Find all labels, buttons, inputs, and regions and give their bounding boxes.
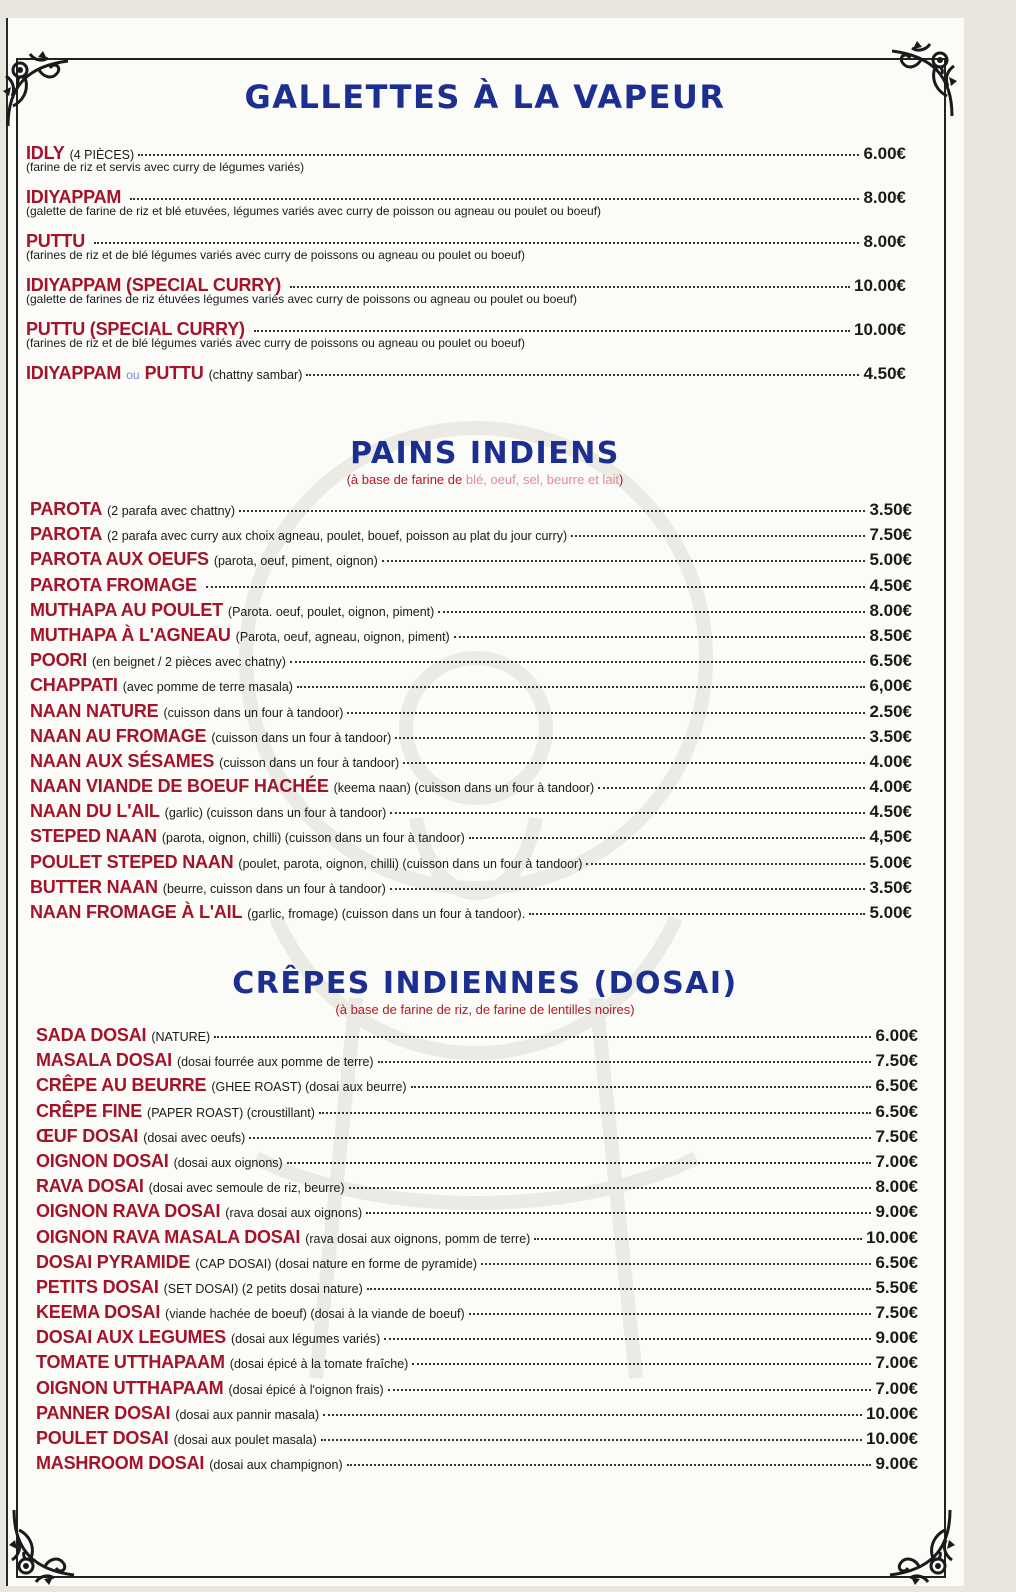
item-price: 4.50€ xyxy=(863,364,906,383)
item-price: 4.50€ xyxy=(869,802,912,822)
item-price: 7.50€ xyxy=(869,525,912,545)
dot-leader xyxy=(347,1464,872,1466)
item-name: CRÊPE AU BEURRE xyxy=(36,1075,207,1096)
menu-list-pains xyxy=(30,500,912,928)
item-name: OIGNON DOSAI xyxy=(36,1150,169,1171)
item-desc: (cuisson dans un four à tandoor) xyxy=(211,730,392,745)
dot-leader xyxy=(382,560,866,562)
dot-leader xyxy=(130,198,859,200)
item-price: 5.00€ xyxy=(869,903,912,922)
item-desc: (4 PIÈCES) xyxy=(69,148,135,162)
item-name: OIGNON UTTHAPAAM xyxy=(36,1377,224,1398)
item-price: 8.50€ xyxy=(869,625,912,645)
item-price: 10.00€ xyxy=(866,1227,918,1247)
menu-item xyxy=(36,1026,918,1051)
dot-leader xyxy=(586,863,865,865)
dot-leader xyxy=(321,1439,862,1441)
item-desc: (parota, oignon, chilli) (cuisson dans un four à tandoor) xyxy=(161,831,465,846)
menu-item xyxy=(30,651,912,676)
dot-leader xyxy=(571,535,865,537)
dot-leader xyxy=(390,812,865,814)
item-desc: (parota, oeuf, piment, oignon) xyxy=(213,554,378,569)
item-price: 7.50€ xyxy=(875,1126,918,1146)
item-name: NAAN FROMAGE À L'AIL xyxy=(30,902,243,922)
item-desc: (dosai aux légumes variés) xyxy=(230,1332,381,1347)
menu-item xyxy=(36,1228,918,1253)
item-name: PANNER DOSAI xyxy=(36,1402,171,1423)
menu-item xyxy=(36,1076,918,1101)
menu-item xyxy=(30,752,912,777)
menu-item xyxy=(36,1454,918,1479)
item-name: IDIYAPPAM xyxy=(26,363,122,383)
item-desc: (dosai aux pannir masala) xyxy=(175,1407,320,1422)
item-price: 4,50€ xyxy=(869,827,912,847)
item-price: 8.00€ xyxy=(863,188,906,207)
section-title-crepes: CRÊPES INDIENNES (DOSAI) xyxy=(232,966,738,1001)
menu-item xyxy=(36,1404,918,1429)
item-desc: (avec pomme de terre masala) xyxy=(122,680,293,695)
dot-leader xyxy=(412,1363,871,1365)
item-name: STEPED NAAN xyxy=(30,826,157,847)
menu-item xyxy=(36,1278,918,1303)
item-price: 2.50€ xyxy=(869,701,912,721)
item-name: MASALA DOSAI xyxy=(36,1050,172,1071)
dot-leader xyxy=(254,330,850,332)
item-desc: (cuisson dans un four à tandoor) xyxy=(163,705,344,720)
subtitle-part: ) xyxy=(619,472,624,487)
item-subdesc: (galette de farine de riz et blé etuvées, légumes variés avec curry de poisson ou agneau ou poulet ou boeuf) xyxy=(26,204,602,218)
dot-leader xyxy=(438,611,865,613)
item-desc: (PAPER ROAST) (croustillant) xyxy=(147,1105,315,1120)
item-desc: (dosai aux oignons) xyxy=(173,1155,283,1170)
menu-item xyxy=(36,1303,918,1328)
item-name: IDLY xyxy=(26,143,65,163)
item-desc: (GHEE ROAST) (dosai aux beurre) xyxy=(211,1080,407,1095)
dot-leader xyxy=(323,1414,862,1416)
section-title-pains: PAINS INDIENS xyxy=(350,436,620,471)
item-name: NAAN NATURE xyxy=(30,700,159,721)
menu-item xyxy=(36,1429,918,1454)
item-name: POULET STEPED NAAN xyxy=(30,851,234,872)
item-name: ŒUF DOSAI xyxy=(36,1125,139,1146)
item-name: POULET DOSAI xyxy=(36,1428,169,1448)
item-name: MUTHAPA À L'AGNEAU xyxy=(30,624,231,645)
item-price: 8.00€ xyxy=(869,600,912,620)
item-desc: (dosai épicé à l'oignon frais) xyxy=(228,1382,384,1397)
item-or: ou xyxy=(126,368,140,382)
dot-leader xyxy=(138,154,859,156)
item-name: CHAPPATI xyxy=(30,675,118,696)
item-desc: (cuisson dans un four à tandoor) xyxy=(219,755,400,770)
item-name: TOMATE UTTHAPAAM xyxy=(36,1352,225,1373)
item-name: RAVA DOSAI xyxy=(36,1176,144,1197)
item-name: OIGNON RAVA DOSAI xyxy=(36,1201,221,1222)
menu-item xyxy=(26,276,906,320)
item-name: PUTTU xyxy=(144,363,204,383)
item-price: 6.50€ xyxy=(875,1101,918,1121)
menu-page xyxy=(6,18,964,1586)
dot-leader xyxy=(214,1036,871,1038)
dot-leader xyxy=(290,661,866,663)
dot-leader xyxy=(249,1137,871,1139)
menu-item xyxy=(36,1177,918,1202)
dot-leader xyxy=(469,837,866,839)
item-name: IDIYAPPAM (SPECIAL CURRY) xyxy=(26,275,282,295)
menu-item xyxy=(30,500,912,525)
item-price: 7.00€ xyxy=(875,1151,918,1171)
item-desc: (dosai épicé à la tomate fraîche) xyxy=(229,1357,409,1372)
menu-item xyxy=(26,144,906,188)
menu-item xyxy=(36,1152,918,1177)
item-price: 8.00€ xyxy=(863,232,906,251)
item-name: PAROTA AUX OEUFS xyxy=(30,549,209,570)
item-desc: (rava dosai aux oignons, pomm de terre) xyxy=(305,1231,531,1246)
item-name: PAROTA FROMAGE xyxy=(30,574,197,595)
item-subdesc: (farines de riz et de blé légumes variés avec curry de poissons ou agneau ou poulet ou boeuf) xyxy=(26,336,525,350)
item-name: POORI xyxy=(30,650,88,671)
item-subdesc: (farine de riz et servis avec curry de légumes variés) xyxy=(26,160,305,174)
item-desc: (Parota, oeuf, agneau, oignon, piment) xyxy=(235,629,450,644)
item-desc: (garlic, fromage) (cuisson dans un four à tandoor). xyxy=(247,907,526,921)
item-name: DOSAI PYRAMIDE xyxy=(36,1251,191,1272)
item-name: KEEMA DOSAI xyxy=(36,1302,161,1323)
menu-item xyxy=(36,1353,918,1378)
menu-item xyxy=(30,903,912,928)
menu-item xyxy=(30,777,912,802)
menu-item xyxy=(30,676,912,701)
menu-item xyxy=(36,1202,918,1227)
item-desc: (dosai avec semoule de riz, beurre) xyxy=(148,1181,345,1196)
dot-leader xyxy=(94,242,859,244)
menu-list-galettes xyxy=(26,144,906,390)
item-price: 10.00€ xyxy=(854,276,906,295)
item-name: DOSAI AUX LEGUMES xyxy=(36,1327,226,1348)
item-price: 3.50€ xyxy=(869,726,912,746)
item-name: OIGNON RAVA MASALA DOSAI xyxy=(36,1226,301,1247)
dot-leader xyxy=(349,1187,872,1189)
dot-leader xyxy=(319,1112,872,1114)
item-price: 6.00€ xyxy=(863,144,906,163)
item-price: 5.00€ xyxy=(869,550,912,570)
dot-leader xyxy=(529,913,865,915)
menu-item xyxy=(36,1051,918,1076)
menu-list-crepes xyxy=(36,1026,918,1479)
dot-leader xyxy=(378,1061,872,1063)
dot-leader xyxy=(347,712,865,714)
item-price: 6,00€ xyxy=(869,676,912,696)
item-price: 7.00€ xyxy=(875,1353,918,1373)
item-name: PUTTU (SPECIAL CURRY) xyxy=(26,319,245,339)
item-price: 6.50€ xyxy=(869,651,912,671)
menu-item xyxy=(30,525,912,550)
subtitle-part: (à base de farine de xyxy=(346,472,466,487)
section-title-galettes: GALLETTES À LA VAPEUR xyxy=(244,78,726,116)
menu-item xyxy=(36,1328,918,1353)
dot-leader xyxy=(290,286,850,288)
dot-leader xyxy=(390,888,866,890)
dot-leader xyxy=(534,1238,862,1240)
item-desc: (dosai fourrée aux pomme de terre) xyxy=(176,1055,374,1070)
menu-item xyxy=(30,626,912,651)
item-desc: (rava dosai aux oignons) xyxy=(225,1206,363,1221)
item-price: 4.00€ xyxy=(869,777,912,797)
item-desc: (poulet, parota, oignon, chilli) (cuisson dans un four à tandoor) xyxy=(238,856,583,871)
dot-leader xyxy=(481,1263,871,1265)
dot-leader xyxy=(206,586,866,588)
item-price: 4.00€ xyxy=(869,751,912,771)
item-price: 6.50€ xyxy=(875,1252,918,1272)
item-name: IDIYAPPAM xyxy=(26,187,122,207)
item-price: 7.50€ xyxy=(875,1051,918,1071)
menu-item xyxy=(30,827,912,852)
section-subtitle-pains xyxy=(6,472,964,487)
menu-item xyxy=(30,601,912,626)
menu-item xyxy=(30,550,912,575)
item-name: NAAN AUX SÉSAMES xyxy=(30,750,215,771)
item-desc: (2 parafa avec curry aux choix agneau, poulet, bouef, poisson au plat du jour curry) xyxy=(107,529,568,544)
section-subtitle-crepes: (à base de farine de riz, de farine de lentilles noires) xyxy=(335,1002,635,1017)
item-name: MASHROOM DOSAI xyxy=(36,1453,205,1474)
item-price: 3.50€ xyxy=(869,877,912,897)
item-subdesc: (galette de farines de riz étuvées légumes variés avec curry de poissons ou agneau ou poulet ou boeuf) xyxy=(26,292,578,306)
dot-leader xyxy=(469,1313,872,1315)
dot-leader xyxy=(366,1212,871,1214)
item-price: 6.50€ xyxy=(875,1076,918,1096)
item-name: PAROTA xyxy=(30,499,103,519)
menu-item xyxy=(30,576,912,601)
item-name: PETITS DOSAI xyxy=(36,1276,159,1297)
ornamental-scroll-icon xyxy=(4,1500,94,1590)
dot-leader xyxy=(411,1086,872,1088)
item-desc: (beurre, cuisson dans un four à tandoor) xyxy=(162,881,386,896)
item-desc: (NATURE) xyxy=(151,1030,211,1044)
dot-leader xyxy=(395,737,865,739)
item-desc: (en beignet / 2 pièces avec chatny) xyxy=(92,655,286,670)
ornamental-scroll-icon xyxy=(870,1500,960,1590)
menu-item xyxy=(26,188,906,232)
item-desc: (chattny sambar) xyxy=(208,368,303,382)
menu-item xyxy=(36,1127,918,1152)
item-desc: (dosai avec oeufs) xyxy=(143,1130,246,1145)
menu-item xyxy=(26,320,906,364)
item-name: BUTTER NAAN xyxy=(30,876,158,897)
menu-item xyxy=(30,702,912,727)
item-price: 10.00€ xyxy=(854,320,906,339)
item-name: NAAN AU FROMAGE xyxy=(30,725,207,746)
item-desc: (dosai aux poulet masala) xyxy=(173,1433,317,1447)
dot-leader xyxy=(367,1288,872,1290)
item-price: 9.00€ xyxy=(875,1328,918,1348)
item-subdesc: (farines de riz et de blé légumes variés avec curry de poissons ou agneau ou poulet ou boeuf) xyxy=(26,248,525,262)
item-price: 5.00€ xyxy=(869,852,912,872)
item-name: MUTHAPA AU POULET xyxy=(30,599,223,620)
dot-leader xyxy=(297,686,866,688)
item-price: 4.50€ xyxy=(869,575,912,595)
item-name: NAAN DU L'AIL xyxy=(30,801,160,822)
item-price: 3.50€ xyxy=(869,500,912,519)
menu-item xyxy=(30,802,912,827)
item-desc: (garlic) (cuisson dans un four à tandoor) xyxy=(164,806,387,821)
item-name: NAAN VIANDE DE BOEUF HACHÉE xyxy=(30,776,329,797)
item-desc: (SET DOSAI) (2 petits dosai nature) xyxy=(163,1281,363,1296)
item-desc: (Parota. oeuf, poulet, oignon, piment) xyxy=(227,604,435,619)
subtitle-highlight: blé, oeuf, sel, beurre et lait xyxy=(465,472,620,487)
menu-item xyxy=(26,364,906,390)
menu-item xyxy=(26,232,906,276)
menu-item xyxy=(36,1253,918,1278)
item-desc: (keema naan) (cuisson dans un four à tandoor) xyxy=(333,781,595,796)
item-price: 8.00€ xyxy=(875,1177,918,1197)
item-name: CRÊPE FINE xyxy=(36,1100,143,1121)
item-name: PAROTA xyxy=(30,524,103,545)
item-desc: (viande hachée de boeuf) (dosai à la viande de boeuf) xyxy=(165,1307,465,1322)
dot-leader xyxy=(403,762,865,764)
dot-leader xyxy=(384,1338,871,1340)
item-desc: (2 parafa avec chattny) xyxy=(107,504,235,518)
item-price: 10.00€ xyxy=(866,1429,918,1448)
item-price: 7.00€ xyxy=(875,1378,918,1398)
dot-leader xyxy=(306,374,859,376)
item-price: 6.00€ xyxy=(875,1026,918,1045)
dot-leader xyxy=(239,510,865,512)
item-name: SADA DOSAI xyxy=(36,1025,147,1045)
item-price: 9.00€ xyxy=(875,1454,918,1474)
menu-item xyxy=(36,1102,918,1127)
dot-leader xyxy=(454,636,866,638)
menu-item xyxy=(30,878,912,903)
item-price: 9.00€ xyxy=(875,1202,918,1222)
item-name: PUTTU xyxy=(26,231,85,251)
item-price: 10.00€ xyxy=(866,1403,918,1423)
item-price: 5.50€ xyxy=(875,1277,918,1297)
item-price: 7.50€ xyxy=(875,1303,918,1323)
dot-leader xyxy=(287,1162,872,1164)
dot-leader xyxy=(598,787,865,789)
menu-item xyxy=(30,727,912,752)
menu-item xyxy=(30,853,912,878)
item-desc: (dosai aux champignon) xyxy=(209,1458,343,1473)
item-desc: (CAP DOSAI) (dosai nature en forme de pyramide) xyxy=(195,1256,478,1271)
menu-item xyxy=(36,1379,918,1404)
dot-leader xyxy=(388,1389,872,1391)
